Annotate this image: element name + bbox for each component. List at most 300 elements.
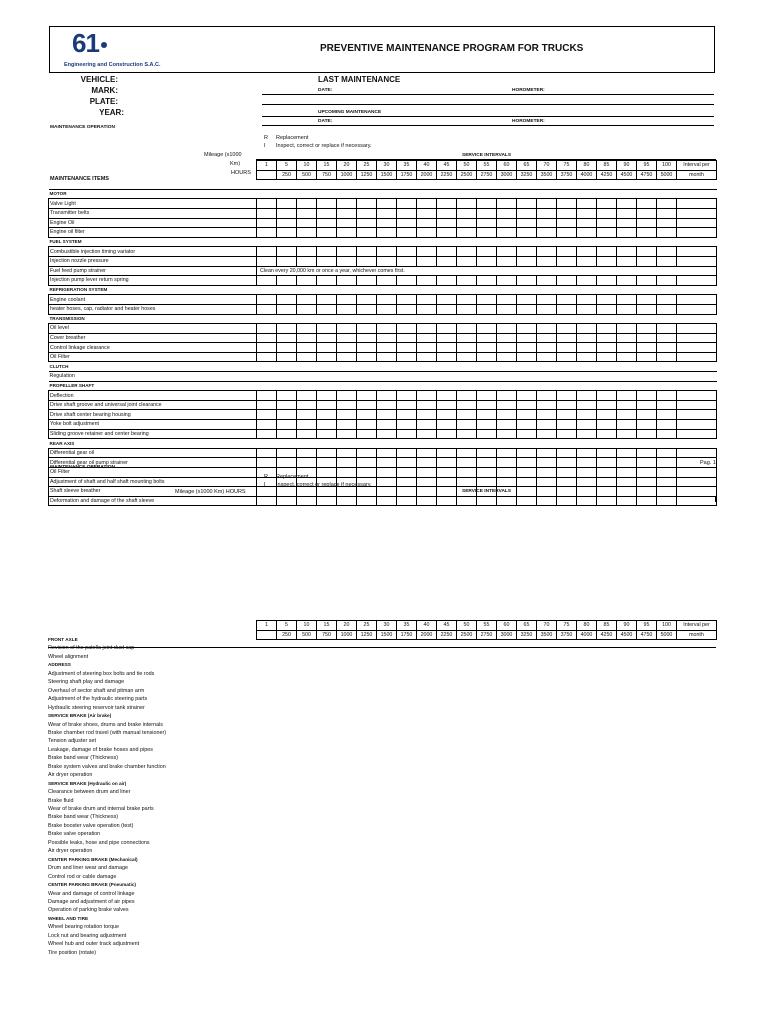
- interval-cell: [517, 420, 537, 430]
- interval-cell: [417, 343, 437, 353]
- interval-cell: [257, 496, 277, 506]
- interval-cell: [277, 448, 297, 458]
- list-item: Wear of brake drum and internal brake parts: [48, 806, 154, 812]
- interval-cell: [257, 420, 277, 430]
- interval-cell: [557, 218, 577, 228]
- interval-cell: [377, 228, 397, 238]
- item-label: Deformation and damage of the shaft sleeve: [49, 496, 257, 506]
- mileage-cell: 75: [557, 161, 577, 171]
- plate-label: PLATE:: [89, 97, 118, 106]
- interval-cell: [557, 352, 577, 362]
- table-row: [49, 333, 717, 343]
- interval-cell: [557, 420, 577, 430]
- interval-cell: [257, 256, 277, 266]
- interval-cell: [477, 208, 497, 218]
- interval-cell: [657, 295, 677, 305]
- interval-cell: [677, 208, 717, 218]
- interval-cell: [297, 324, 317, 334]
- mileage-cell: 30: [377, 621, 397, 631]
- interval-cell: [637, 487, 657, 497]
- list-item: Wheel alignment: [48, 653, 89, 660]
- interval-cell: [497, 410, 517, 420]
- mileage-cell: 60: [497, 621, 517, 631]
- item-label: Injection nozzle pressure: [49, 256, 257, 266]
- interval-cell: [497, 448, 517, 458]
- interval-cell: [617, 420, 637, 430]
- hours-cell: 2750: [477, 170, 497, 180]
- hours-cell: 4250: [597, 170, 617, 180]
- interval-cell: [497, 304, 517, 314]
- interval-cell: [317, 333, 337, 343]
- interval-cell: [677, 228, 717, 238]
- interval-cell: [437, 343, 457, 353]
- interval-cell: [637, 448, 657, 458]
- interval-cell: [377, 256, 397, 266]
- interval-cell: [417, 228, 437, 238]
- interval-cell: [377, 496, 397, 506]
- interval-cell: [537, 228, 557, 238]
- interval-cell: [457, 247, 477, 257]
- mileage-cell: 40: [417, 621, 437, 631]
- interval-cell: [317, 496, 337, 506]
- interval-cell: [617, 218, 637, 228]
- interval-cell: [597, 477, 617, 487]
- interval-cell: [657, 256, 677, 266]
- table-row: [49, 391, 717, 401]
- interval-cell: [437, 448, 457, 458]
- item-label: Differential gear oil pump strainer: [49, 458, 257, 468]
- interval-cell: [497, 256, 517, 266]
- interval-cell: [597, 276, 617, 286]
- table-row: [49, 448, 717, 458]
- interval-cell: [357, 400, 377, 410]
- interval-cell: [537, 420, 557, 430]
- hours-cell: 2250: [437, 630, 457, 640]
- section-header: FRONT AXLE: [48, 637, 78, 642]
- list-item: Wear of brake shoes, drums and brake internals: [48, 721, 163, 728]
- interval-cell: [257, 333, 277, 343]
- interval-cell: [337, 458, 357, 468]
- table-row: [49, 487, 717, 497]
- interval-cell: [437, 295, 457, 305]
- hours-cell: 500: [297, 630, 317, 640]
- interval-note: Clean every 20,000 km or once a year, whichever comes first.: [257, 266, 717, 276]
- hours-cell: 3250: [517, 630, 537, 640]
- interval-cell: [637, 256, 657, 266]
- interval-cell: [477, 448, 497, 458]
- interval-cell: [257, 324, 277, 334]
- interval-cell: [677, 324, 717, 334]
- interval-cell: [337, 247, 357, 257]
- mileage-hours-label-2: Mileage (x1000 Km) HOURS: [175, 489, 246, 495]
- hours-cell: [257, 630, 277, 640]
- list-item: Brake valve operation: [48, 831, 101, 838]
- interval-cell: [417, 295, 437, 305]
- interval-cell: [617, 199, 637, 209]
- interval-cell: [297, 420, 317, 430]
- interval-cell: [577, 324, 597, 334]
- interval-cell: [297, 295, 317, 305]
- interval-cell: [537, 256, 557, 266]
- interval-cell: [497, 276, 517, 286]
- interval-cell: [597, 247, 617, 257]
- interval-cell: [637, 208, 657, 218]
- interval-cell: [317, 247, 337, 257]
- interval-cell: [277, 487, 297, 497]
- interval-cell: [397, 352, 417, 362]
- section-header: MOTOR: [49, 189, 717, 199]
- interval-cell: [317, 256, 337, 266]
- interval-cell: [457, 410, 477, 420]
- hours-cell: 3000: [497, 630, 517, 640]
- interval-cell: [437, 256, 457, 266]
- plain-row: [49, 372, 717, 382]
- table-row: [49, 276, 717, 286]
- interval-cell: [557, 400, 577, 410]
- interval-cell: [437, 429, 457, 439]
- interval-cell: [477, 256, 497, 266]
- interval-cell: [597, 458, 617, 468]
- interval-cell: [297, 256, 317, 266]
- interval-cell: [517, 352, 537, 362]
- interval-cell: [437, 228, 457, 238]
- interval-cell: [437, 496, 457, 506]
- interval-cell: [457, 429, 477, 439]
- interval-cell: [677, 276, 717, 286]
- interval-cell: [337, 448, 357, 458]
- interval-cell: [417, 247, 437, 257]
- interval-cell: [677, 352, 717, 362]
- interval-cell: [377, 487, 397, 497]
- interval-cell: [557, 295, 577, 305]
- interval-cell: [657, 487, 677, 497]
- interval-cell: [437, 458, 457, 468]
- interval-cell: [397, 477, 417, 487]
- hours-cell: 4000: [577, 170, 597, 180]
- interval-cell: [557, 429, 577, 439]
- interval-cell: [537, 208, 557, 218]
- interval-cell: [357, 208, 377, 218]
- interval-cell: [417, 468, 437, 478]
- interval-cell: [497, 199, 517, 209]
- hours-cell: 1250: [357, 170, 377, 180]
- interval-cell: [477, 429, 497, 439]
- interval-cell: [597, 496, 617, 506]
- interval-cell: [637, 391, 657, 401]
- interval-cell: [357, 429, 377, 439]
- list-item: Lock nut and bearing adjustment: [48, 932, 127, 939]
- interval-cell: [657, 208, 677, 218]
- interval-cell: [637, 199, 657, 209]
- hours-cell: 1250: [357, 630, 377, 640]
- interval-cell: [677, 448, 717, 458]
- interval-cell: [557, 228, 577, 238]
- section-header-row: [49, 314, 717, 324]
- interval-cell: [317, 458, 337, 468]
- interval-cell: [597, 208, 617, 218]
- interval-cell: [257, 247, 277, 257]
- interval-cell: [417, 333, 437, 343]
- interval-cell: [377, 343, 397, 353]
- service-intervals-heading: SERVICE INTERVALS: [462, 153, 512, 158]
- service-intervals-heading-2: SERVICE INTERVALS: [462, 489, 512, 494]
- interval-cell: [537, 400, 557, 410]
- interval-cell: [577, 228, 597, 238]
- interval-cell: [537, 247, 557, 257]
- interval-cell: [577, 487, 597, 497]
- interval-cell: [297, 228, 317, 238]
- company-logo: [72, 28, 107, 59]
- interval-cell: [437, 208, 457, 218]
- maintenance-operation-heading-2: MAINTENANCE OPERATION: [50, 465, 115, 470]
- interval-cell: [537, 324, 557, 334]
- interval-cell: [417, 276, 437, 286]
- interval-cell: [297, 247, 317, 257]
- interval-cell: [657, 199, 677, 209]
- interval-cell: [477, 391, 497, 401]
- interval-cell: [517, 410, 537, 420]
- interval-cell: [277, 199, 297, 209]
- hours-cell: 1750: [397, 630, 417, 640]
- interval-cell: [557, 256, 577, 266]
- hours-cell: 4750: [637, 630, 657, 640]
- interval-cell: [397, 199, 417, 209]
- interval-cell: [277, 410, 297, 420]
- interval-cell: [517, 208, 537, 218]
- interval-cell: [457, 333, 477, 343]
- legend-i-code-2: I: [264, 482, 266, 488]
- interval-cell: [497, 400, 517, 410]
- mileage-cell: 5: [277, 621, 297, 631]
- interval-cell: [417, 304, 437, 314]
- interval-cell: [477, 410, 497, 420]
- interval-cell: [397, 333, 417, 343]
- interval-cell: [677, 218, 717, 228]
- section-header: ADDRESS: [48, 662, 71, 668]
- interval-cell: [637, 400, 657, 410]
- interval-cell: [597, 218, 617, 228]
- interval-cell: [337, 295, 357, 305]
- section-header: TRANSMISSION: [49, 314, 717, 324]
- interval-cell: [277, 256, 297, 266]
- interval-cell: [577, 468, 597, 478]
- interval-cell: [557, 391, 577, 401]
- interval-cell: [677, 391, 717, 401]
- interval-cell: [677, 295, 717, 305]
- mileage-cell: 75: [557, 621, 577, 631]
- item-label: Engine Oil: [49, 218, 257, 228]
- list-item: Air dryer operation: [48, 848, 93, 855]
- interval-cell: [317, 324, 337, 334]
- interval-cell: [537, 391, 557, 401]
- interval-cell: [377, 208, 397, 218]
- interval-cell: [657, 448, 677, 458]
- interval-cell: [597, 343, 617, 353]
- interval-cell: [517, 333, 537, 343]
- interval-cell: [597, 333, 617, 343]
- interval-cell: [317, 218, 337, 228]
- interval-cell: [577, 400, 597, 410]
- mileage-cell: 1: [257, 621, 277, 631]
- interval-cell: [277, 458, 297, 468]
- interval-cell: [637, 352, 657, 362]
- interval-cell: [357, 199, 377, 209]
- mileage-cell: 65: [517, 161, 537, 171]
- list-item: Clearance between drum and liner: [48, 789, 131, 796]
- table-row: [49, 352, 717, 362]
- interval-cell: [457, 295, 477, 305]
- interval-cell: [457, 352, 477, 362]
- interval-cell: [337, 256, 357, 266]
- interval-cell: [437, 468, 457, 478]
- interval-cell: [357, 276, 377, 286]
- interval-cell: [657, 276, 677, 286]
- list-item: Drum and liner wear and damage: [48, 865, 129, 872]
- interval-cell: [357, 496, 377, 506]
- mileage-cell: 20: [337, 621, 357, 631]
- interval-cell: [417, 391, 437, 401]
- interval-cell: [337, 429, 357, 439]
- list-item: Brake fluid: [48, 797, 74, 804]
- interval-cell: [337, 468, 357, 478]
- interval-cell: [377, 410, 397, 420]
- interval-cell: [557, 448, 577, 458]
- interval-cell: [537, 410, 557, 420]
- interval-cell: [257, 448, 277, 458]
- interval-cell: [377, 448, 397, 458]
- interval-cell: [397, 208, 417, 218]
- interval-cell: [637, 343, 657, 353]
- interval-cell: [357, 410, 377, 420]
- interval-cell: [417, 487, 437, 497]
- interval-cell: [637, 228, 657, 238]
- interval-cell: [257, 276, 277, 286]
- interval-cell: [557, 468, 577, 478]
- interval-cell: [417, 199, 437, 209]
- interval-cell: [297, 429, 317, 439]
- interval-cell: [517, 458, 537, 468]
- interval-cell: [417, 477, 437, 487]
- interval-cell: [457, 256, 477, 266]
- interval-cell: [677, 304, 717, 314]
- list-item: Revision of the patella joint dust cap: [48, 645, 135, 652]
- interval-cell: [677, 400, 717, 410]
- interval-cell: [437, 487, 457, 497]
- section2-left-tick: [256, 496, 257, 502]
- interval-cell: [637, 218, 657, 228]
- item-label: Transmitter belts: [49, 208, 257, 218]
- interval-cell: [657, 391, 677, 401]
- mileage-cell: 95: [637, 161, 657, 171]
- mileage-cell: 85: [597, 161, 617, 171]
- interval-cell: [357, 304, 377, 314]
- mileage-cell: 95: [637, 621, 657, 631]
- interval-cell: [597, 410, 617, 420]
- item-label: Combustible injection timing variator: [49, 247, 257, 257]
- hours-cell: 2000: [417, 170, 437, 180]
- table-row: [49, 218, 717, 228]
- section-header: PROPELLER SHAFT: [49, 381, 717, 391]
- interval-cell: [577, 352, 597, 362]
- interval-cell: [277, 391, 297, 401]
- mileage-cell: 60: [497, 161, 517, 171]
- interval-cell: [477, 276, 497, 286]
- interval-month-header: month: [677, 170, 717, 180]
- interval-cell: [257, 208, 277, 218]
- last-date-label: DATE:: [318, 88, 333, 93]
- interval-cell: [337, 496, 357, 506]
- interval-cell: [297, 343, 317, 353]
- interval-cell: [457, 228, 477, 238]
- interval-cell: [637, 295, 657, 305]
- interval-cell: [597, 304, 617, 314]
- mileage-cell: 20: [337, 161, 357, 171]
- item-label: Differential gear oil: [49, 448, 257, 458]
- list-item: Wear and damage of control linkage: [48, 890, 135, 897]
- interval-cell: [437, 410, 457, 420]
- interval-cell: [557, 208, 577, 218]
- interval-cell: [397, 468, 417, 478]
- hours-cell: 4250: [597, 630, 617, 640]
- list-item: Tire position (rotate): [48, 949, 97, 956]
- table-row: [49, 343, 717, 353]
- table-row: [49, 256, 717, 266]
- mileage-cell: 70: [537, 161, 557, 171]
- interval-cell: [597, 324, 617, 334]
- mileage-cell: 50: [457, 161, 477, 171]
- interval-cell: [637, 468, 657, 478]
- hours-cell: 3000: [497, 170, 517, 180]
- mileage-cell: 90: [617, 621, 637, 631]
- interval-cell: [357, 324, 377, 334]
- interval-cell: [657, 496, 677, 506]
- interval-cell: [337, 391, 357, 401]
- interval-cell: [277, 218, 297, 228]
- interval-cell: [457, 199, 477, 209]
- interval-cell: [557, 247, 577, 257]
- interval-cell: [537, 468, 557, 478]
- interval-cell: [377, 352, 397, 362]
- hours-cell: 2750: [477, 630, 497, 640]
- section-header-row: [49, 381, 717, 391]
- interval-cell: [317, 304, 337, 314]
- interval-cell: [417, 218, 437, 228]
- interval-cell: [517, 400, 537, 410]
- interval-cell: [557, 276, 577, 286]
- interval-cell: [317, 448, 337, 458]
- interval-cell: [657, 218, 677, 228]
- hours-cell: 3500: [537, 630, 557, 640]
- legend-r-code: R: [264, 135, 268, 141]
- legend-r-code-2: R: [264, 474, 268, 480]
- interval-cell: [437, 218, 457, 228]
- maintenance-items-heading: MAINTENANCE ITEMS: [50, 176, 109, 182]
- table-row: [49, 420, 717, 430]
- interval-cell: [377, 324, 397, 334]
- interval-cell: [297, 448, 317, 458]
- interval-cell: [257, 391, 277, 401]
- section-header-row: [49, 189, 717, 199]
- interval-cell: [397, 276, 417, 286]
- page-number: Pag. 1: [700, 460, 716, 466]
- interval-cell: [377, 247, 397, 257]
- interval-cell: [637, 496, 657, 506]
- interval-cell: [297, 218, 317, 228]
- interval-cell: [417, 410, 437, 420]
- interval-cell: [617, 256, 637, 266]
- interval-cell: [477, 247, 497, 257]
- hours-row: [49, 170, 717, 180]
